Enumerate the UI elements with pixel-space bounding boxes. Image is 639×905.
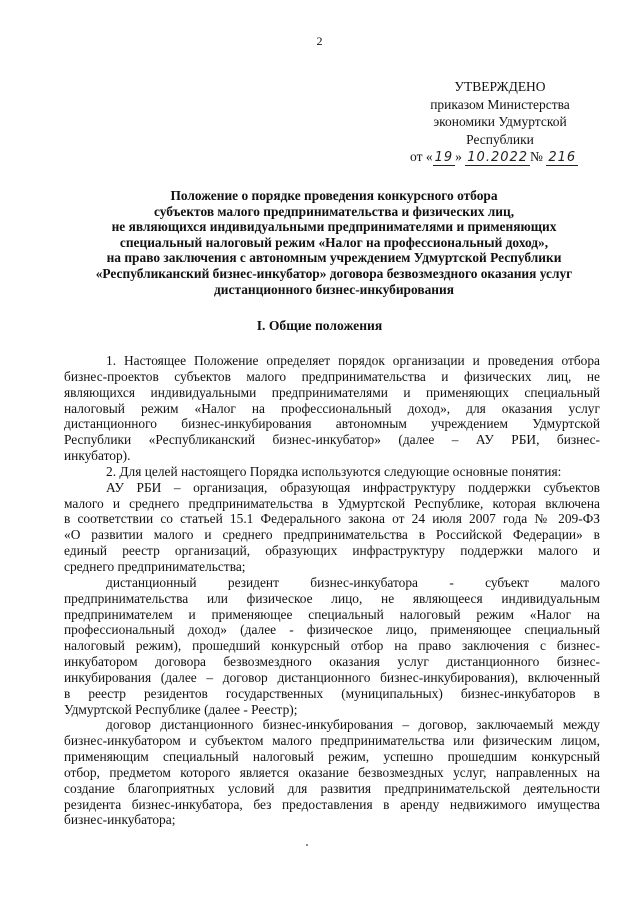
body-text	[64, 353, 600, 828]
handwritten-order-number: 216	[548, 150, 577, 165]
body-line: 2. Для целей настоящего Порядка используются следующие основные понятия:	[106, 463, 562, 479]
body-line: дистанционный резидент бизнес-инкубатора - субъект малого	[106, 574, 600, 590]
body-line: налоговый режим «Налог на профессиональный доход», для оказания услуг	[64, 400, 600, 416]
body-line: инкубирования (далее – договор дистанционного бизнес-инкубирования), включенный	[64, 669, 600, 685]
body-line: бизнес-инкубатором и субъектом малого предпринимательства или физическим лицом,	[64, 733, 600, 749]
body-line: Республики «Республиканский бизнес-инкубатор» (далее – АУ РБИ, бизнес-	[64, 432, 600, 448]
body-line: АУ РБИ – организация, образующая инфраструктуру поддержки субъектов	[106, 479, 600, 495]
body-line: малого и среднего предпринимательства в Удмуртской Республике, которая включена	[64, 495, 600, 511]
title-line: не являющихся индивидуальными предпринимателями и применяющих	[111, 219, 557, 235]
body-line: применяющим специальный налоговый режим, успешно прошедшим конкурсный	[64, 749, 600, 765]
approval-line: УТВЕРЖДЕНО	[454, 79, 546, 94]
body-line: создание благоприятных условий для развития предпринимательской деятельности	[64, 780, 600, 796]
body-line: «О развитии малого и среднего предпринимательства в Российской Федерации» в	[64, 527, 600, 543]
body-line: среднего предпринимательства;	[64, 558, 246, 574]
title-line: субъектов малого предпринимательства и физических лиц,	[153, 203, 515, 219]
body-line: в соответствии со статьей 15.1 Федерального закона от 24 июля 2007 года № 209-ФЗ	[64, 511, 600, 527]
body-line: 1. Настоящее Положение определяет порядок организации и проведения отбора	[106, 353, 600, 368]
body-line: предпринимательства или физическое лицо, не являющееся индивидуальным	[64, 590, 600, 606]
body-line: профессиональный доход» (далее - физическое лицо, применяющее специальный	[64, 622, 600, 638]
approval-line: Республики	[466, 131, 534, 147]
body-line: налоговый режим), прошедший конкурсный отбор на право заключения с бизнес-	[64, 638, 600, 654]
page-number: 2	[316, 34, 323, 48]
body-line: инкубатор).	[64, 448, 131, 464]
date-prefix: от «	[410, 149, 433, 164]
body-line: бизнес-проектов субъектов малого предпринимательства и физических лиц, не	[64, 368, 600, 384]
handwritten-month-year: 10.2022	[467, 150, 529, 165]
approval-line: экономики Удмуртской	[433, 114, 567, 129]
section-heading: I. Общие положения	[256, 318, 383, 333]
title-line: специальный налоговый режим «Налог на профессиональный доход»,	[119, 234, 549, 250]
body-line: инкубатором договора безвозмездного оказания услуг дистанционного бизнес-	[64, 654, 600, 670]
body-line: единый реестр организаций, образующих инфраструктуру поддержки малого и	[64, 543, 600, 559]
body-line: резидента бизнес-инкубатора, без предоставления в аренду недвижимого имущества	[64, 796, 600, 812]
body-line: бизнес-инкубатора;	[64, 812, 176, 828]
body-line: договор дистанционного бизнес-инкубирования – договор, заключаемый между	[106, 717, 600, 733]
body-line: являющихся индивидуальными предпринимателями и применяющих специальный	[64, 384, 600, 400]
title-line: на право заключения с автономным учреждением Удмуртской Республики	[106, 250, 562, 266]
body-line: дистанционного бизнес-инкубирования автономным учреждением Удмуртской	[64, 416, 600, 432]
scan-mark	[306, 844, 308, 846]
title-line: Положение о порядке проведения конкурсного отбора	[170, 188, 498, 203]
handwritten-day: 19	[434, 150, 454, 165]
body-line: Удмуртской Республике (далее - Реестр);	[64, 701, 298, 717]
body-line: в реестр резидентов государственных (муниципальных) бизнес-инкубаторов в	[64, 685, 600, 701]
approval-line: приказом Министерства	[430, 96, 570, 112]
title-line: «Республиканский бизнес-инкубатор» договора безвозмездного оказания услуг	[95, 265, 573, 281]
approval-stamp	[400, 78, 600, 167]
number-prefix: №	[530, 149, 547, 164]
date-mid: »	[455, 149, 466, 164]
title-line: дистанционного бизнес-инкубирования	[214, 281, 454, 297]
approval-date-line	[400, 148, 600, 167]
document-title	[64, 188, 604, 297]
body-line: отбор, предметом которого является оказание безвозмездных услуг, направленных на	[64, 764, 600, 780]
body-line: предпринимателем и применяющее специальный налоговый режим «Налог на	[64, 606, 600, 622]
